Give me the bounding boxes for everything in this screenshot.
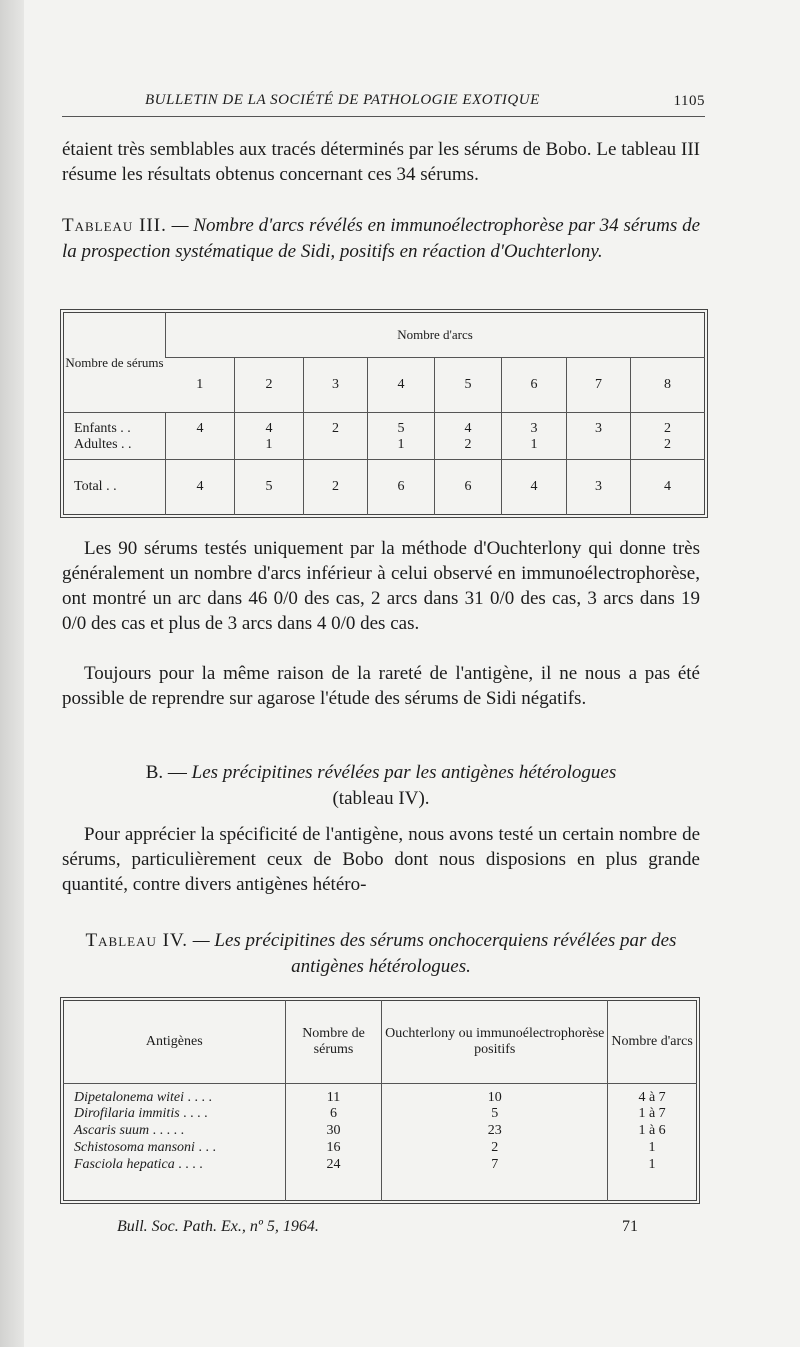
- antigen-name: Schistosoma mansoni: [74, 1140, 195, 1155]
- table3-row-header: Nombre de sérums: [64, 313, 166, 413]
- table3-cell: 1: [502, 437, 567, 459]
- antigen-name: Ascaris suum: [74, 1123, 150, 1138]
- table3-total-label: Total . .: [74, 478, 117, 494]
- table3-cell: 4: [166, 413, 235, 437]
- table4-cell: 11: [285, 1084, 382, 1106]
- table3-caption: [62, 213, 700, 265]
- table4-cell: 4 à 7: [608, 1084, 697, 1106]
- table3-total-cell: 4: [502, 459, 567, 514]
- scan-left-edge: [0, 0, 24, 1347]
- footer-source: Bull. Soc. Path. Ex., nº 5, 1964.: [117, 1218, 319, 1235]
- section-b-label: B. —: [145, 762, 187, 783]
- table4-antigen: [64, 1123, 286, 1140]
- table3-cell: 1: [368, 437, 435, 459]
- table3-cell: 2: [304, 413, 368, 437]
- table4-cell: 1 à 7: [608, 1106, 697, 1123]
- leader-dots: . . . .: [183, 1106, 208, 1121]
- paragraph-4: Pour apprécier la spécificité de l'antigène, nous avons testé un certain nombre de sérums, particulièrement ceux de Bobo dont nous disposions en plus grande quantité, contre divers antigènes hétéro-: [62, 824, 700, 895]
- table3-total-cell: 5: [235, 459, 304, 514]
- section-b-sub: (tableau IV).: [332, 788, 430, 809]
- paragraph-3: Toujours pour la même raison de la rareté de l'antigène, il ne nous a pas été possible de reprendre sur agarose l'étude des sérums de Sidi négatifs.: [62, 663, 700, 709]
- table4-header-antigens: Antigènes: [64, 1001, 286, 1084]
- table4-cell: 7: [382, 1157, 608, 1201]
- table4-cell: 24: [285, 1157, 382, 1201]
- table4-caption-label: Tableau IV.: [85, 930, 188, 951]
- table4-cell: 5: [382, 1106, 608, 1123]
- table4-cell: 1: [608, 1140, 697, 1157]
- table3-total-cell: 4: [166, 459, 235, 514]
- table3-group-header: Nombre d'arcs: [166, 313, 705, 358]
- table3-cell: 1: [235, 437, 304, 459]
- table3-col-1: 1: [166, 358, 235, 413]
- table3-cell: 3: [567, 413, 631, 437]
- table3-total-cell: 6: [435, 459, 502, 514]
- table4-header-sera: Nombre de sérums: [285, 1001, 382, 1084]
- page-number: 1105: [673, 93, 705, 109]
- paragraph-2: Les 90 sérums testés uniquement par la méthode d'Ouchterlony qui donne très généralement un nombre d'arcs inférieur à celui observé en immunoélectrophorèse, ont montré un arc dans 46 0/0 des cas, 2 arcs dans 31 0/0 des cas, 3 arcs dans 19 0/0 des cas et plus de 3 arcs dans 4 0/0 des cas.: [62, 538, 700, 634]
- table3-col-7: 7: [567, 358, 631, 413]
- table3-cell: 2: [631, 413, 705, 437]
- table4-cell: 23: [382, 1123, 608, 1140]
- table4-antigen: [64, 1106, 286, 1123]
- table3-cell: [166, 437, 235, 459]
- table3-col-3: 3: [304, 358, 368, 413]
- table4-cell: 10: [382, 1084, 608, 1106]
- table4-caption-text: — Les précipitines des sérums onchocerquiens révélées par des antigènes hétérologues.: [192, 930, 677, 977]
- table3-cell: [304, 437, 368, 459]
- table3-cell: 5: [368, 413, 435, 437]
- table4-caption: [62, 928, 700, 980]
- table3-total-cell: 2: [304, 459, 368, 514]
- table4-antigen: [64, 1140, 286, 1157]
- table3-caption-text: — Nombre d'arcs révélés en immunoélectrophorèse par 34 sérums de la prospection systématique de Sidi, positifs en réaction d'Ouchterlony.: [62, 215, 701, 262]
- antigen-name: Fasciola hepatica: [74, 1156, 175, 1172]
- table3-col-4: 4: [368, 358, 435, 413]
- table4-header-arcs: Nombre d'arcs: [608, 1001, 697, 1084]
- leader-dots: . . .: [198, 1140, 216, 1155]
- table3-col-5: 5: [435, 358, 502, 413]
- table4-cell: 6: [285, 1106, 382, 1123]
- table3-col-6: 6: [502, 358, 567, 413]
- section-b-heading: [62, 760, 700, 812]
- table3-cell: [567, 437, 631, 459]
- table3-total-cell: 6: [368, 459, 435, 514]
- table4-cell: 1: [608, 1157, 697, 1201]
- header-rule: [62, 116, 705, 117]
- table3-caption-label: Tableau III.: [62, 215, 167, 236]
- table3-cell: 4: [235, 413, 304, 437]
- table4-header-positive: Ouchterlony ou immunoélectrophorèse positifs: [382, 1001, 608, 1084]
- antigen-name: Dirofilaria immitis: [74, 1106, 180, 1121]
- antigen-name: Dipetalonema witei: [74, 1089, 185, 1105]
- table3-total-cell: 3: [567, 459, 631, 514]
- leader-dots: . . . .: [187, 1089, 213, 1105]
- table4-antigen: [64, 1157, 286, 1201]
- section-b-title: Les précipitines révélées par les antigènes hétérologues: [191, 762, 617, 783]
- journal-title: BULLETIN DE LA SOCIÉTÉ DE PATHOLOGIE EXOTIQUE: [145, 92, 540, 108]
- table4-antigen: [64, 1084, 286, 1106]
- table4: [63, 1000, 697, 1201]
- table3-cell: 2: [435, 437, 502, 459]
- table3-cell: 3: [502, 413, 567, 437]
- table3-row-label: Adultes . .: [64, 437, 166, 459]
- footer-page-number: 71: [622, 1218, 638, 1235]
- table4-cell: 2: [382, 1140, 608, 1157]
- leader-dots: . . . .: [178, 1156, 203, 1172]
- table3-row-label: Enfants . .: [74, 421, 131, 437]
- table3-col-8: 8: [631, 358, 705, 413]
- leader-dots: . . . . .: [152, 1123, 185, 1138]
- table4-cell: 16: [285, 1140, 382, 1157]
- footer: [62, 1218, 700, 1236]
- table3-col-2: 2: [235, 358, 304, 413]
- table3-cell: 2: [631, 437, 705, 459]
- table4-cell: 1 à 6: [608, 1123, 697, 1140]
- table3-cell: 4: [435, 413, 502, 437]
- table4-cell: 30: [285, 1123, 382, 1140]
- table3-total-cell: 4: [631, 459, 705, 514]
- paragraph-1: étaient très semblables aux tracés déterminés par les sérums de Bobo. Le tableau III résume les résultats obtenus concernant ces 34 sérums.: [62, 139, 700, 185]
- table3: [63, 312, 705, 515]
- running-head: [145, 92, 705, 109]
